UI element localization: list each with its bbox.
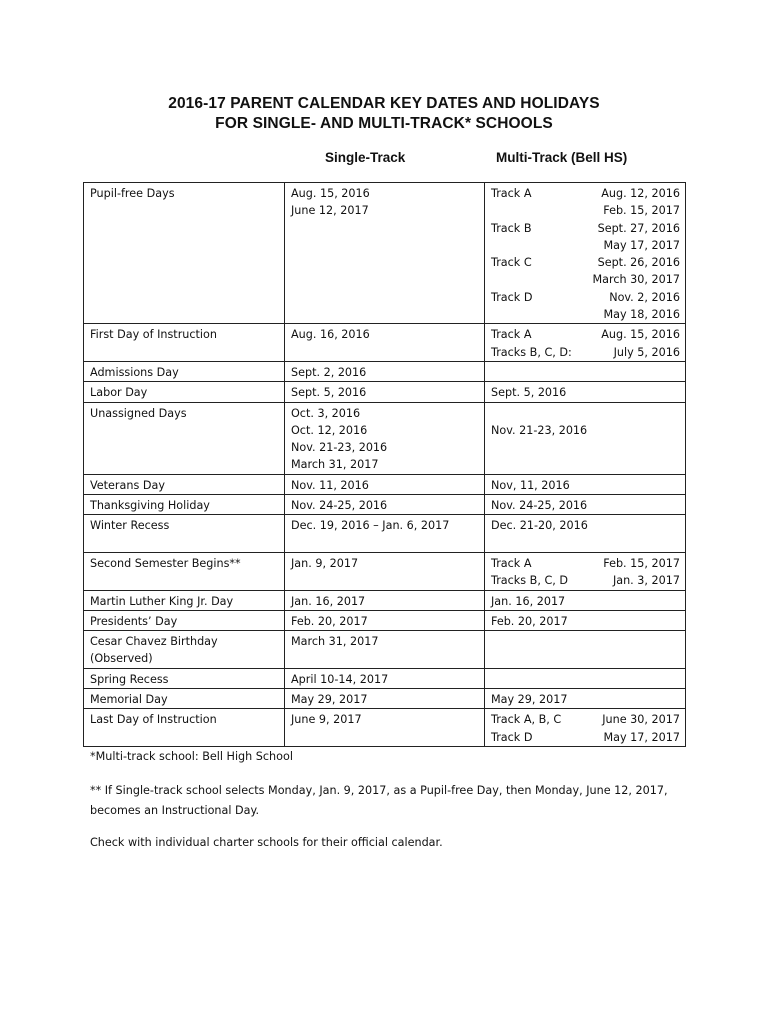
multi-track-line — [491, 711, 680, 728]
footnote-multi-track: *Multi-track school: Bell High School — [90, 750, 293, 763]
single-track-date: Jan. 16, 2017 — [291, 594, 366, 608]
event-name: Last Day of Instruction — [90, 713, 217, 727]
table-row — [84, 631, 686, 669]
multi-track-line — [491, 497, 680, 514]
event-cell — [84, 474, 285, 494]
multi-track-label: Nov, 11, 2016 — [491, 478, 570, 492]
footnote-charter: Check with individual charter schools for their official calendar. — [90, 836, 443, 849]
single-track-cell — [285, 590, 485, 610]
table-row — [84, 610, 686, 630]
multi-track-line — [491, 405, 680, 422]
single-track-date: March 31, 2017 — [291, 458, 379, 472]
multi-track-cell — [485, 590, 686, 610]
event-name: Cesar Chavez Birthday — [90, 635, 218, 649]
multi-track-cell — [485, 631, 686, 669]
multi-track-line — [491, 729, 680, 746]
multi-track-label: Track A — [491, 556, 532, 570]
table-row — [84, 495, 686, 515]
event-name: Veterans Day — [90, 478, 165, 492]
single-track-date: Nov. 21-23, 2016 — [291, 441, 388, 455]
event-cell — [84, 402, 285, 474]
single-track-date: Oct. 12, 2016 — [291, 423, 368, 437]
table-row — [84, 382, 686, 402]
multi-track-line — [491, 517, 680, 534]
multi-track-line — [491, 271, 680, 288]
event-cell — [84, 631, 285, 669]
event-name-continued: (Observed) — [90, 652, 153, 666]
event-cell — [84, 689, 285, 709]
single-track-cell — [285, 689, 485, 709]
multi-track-cell — [485, 382, 686, 402]
multi-track-label: Tracks B, C, D — [491, 574, 568, 588]
event-name: Unassigned Days — [90, 406, 187, 420]
table-row — [84, 552, 686, 590]
multi-track-line — [491, 326, 680, 343]
multi-track-date: Aug. 15, 2016 — [601, 328, 680, 342]
multi-track-cell — [485, 709, 686, 747]
multi-track-label: Track B — [491, 221, 532, 235]
multi-track-cell — [485, 183, 686, 324]
single-track-cell — [285, 324, 485, 362]
single-track-cell — [285, 361, 485, 381]
footnote-pupil-free: ** If Single-track school selects Monday, Jan. 9, 2017, as a Pupil-free Day, then Monday, June 12, 2017, becomes an Instructional Day. — [90, 784, 668, 817]
multi-track-label: Track A — [491, 328, 532, 342]
multi-track-date: Feb. 15, 2017 — [603, 204, 680, 218]
multi-track-line — [491, 237, 680, 254]
event-name: Labor Day — [90, 386, 148, 400]
multi-track-cell — [485, 361, 686, 381]
multi-track-line — [491, 344, 680, 361]
page-subtitle: FOR SINGLE- AND MULTI-TRACK* SCHOOLS — [215, 115, 553, 132]
multi-track-line — [491, 593, 680, 610]
single-track-cell — [285, 668, 485, 688]
single-track-cell — [285, 709, 485, 747]
table-row — [84, 668, 686, 688]
single-track-cell — [285, 474, 485, 494]
multi-track-date: May 18, 2016 — [603, 308, 680, 322]
event-cell — [84, 590, 285, 610]
single-track-cell — [285, 382, 485, 402]
event-name: Spring Recess — [90, 672, 169, 686]
single-track-date: March 31, 2017 — [291, 635, 379, 649]
single-track-cell — [285, 183, 485, 324]
single-track-date: Aug. 16, 2016 — [291, 328, 370, 342]
single-track-date: Nov. 24-25, 2016 — [291, 499, 388, 513]
calendar-table — [83, 182, 686, 747]
multi-track-date: Aug. 12, 2016 — [601, 187, 680, 200]
table-row — [84, 590, 686, 610]
multi-track-date: Jan. 3, 2017 — [612, 574, 680, 588]
multi-track-line — [491, 254, 680, 271]
multi-track-date: July 5, 2016 — [613, 345, 680, 359]
multi-track-line — [491, 185, 680, 202]
single-track-date: June 9, 2017 — [291, 713, 362, 727]
table-row — [84, 474, 686, 494]
event-name: Thanksgiving Holiday — [90, 499, 210, 513]
multi-track-line — [491, 555, 680, 572]
event-cell — [84, 361, 285, 381]
multi-track-date: March 30, 2017 — [592, 273, 680, 287]
multi-track-line — [491, 613, 680, 630]
single-track-date: Sept. 5, 2016 — [291, 386, 367, 400]
single-track-date: Dec. 19, 2016 – Jan. 6, 2017 — [291, 519, 450, 533]
multi-track-line — [491, 289, 680, 306]
table-row — [84, 709, 686, 747]
calendar-table-body — [84, 183, 686, 747]
event-name: Memorial Day — [90, 693, 168, 707]
multi-track-line — [491, 384, 680, 401]
single-track-cell — [285, 495, 485, 515]
event-cell — [84, 709, 285, 747]
multi-track-cell — [485, 474, 686, 494]
multi-track-label: Jan. 16, 2017 — [491, 594, 566, 608]
event-cell — [84, 382, 285, 402]
single-track-date: Nov. 11, 2016 — [291, 478, 369, 492]
multi-track-label: Track A, B, C — [491, 713, 562, 727]
multi-track-line — [491, 477, 680, 494]
table-row — [84, 689, 686, 709]
multi-track-cell — [485, 552, 686, 590]
event-cell — [84, 515, 285, 553]
single-track-date: Jan. 9, 2017 — [291, 556, 359, 570]
event-name: Pupil-free Days — [90, 187, 175, 200]
multi-track-line — [491, 422, 680, 439]
single-track-date: Oct. 3, 2016 — [291, 406, 361, 420]
multi-track-label: Feb. 20, 2017 — [491, 614, 568, 628]
table-row — [84, 361, 686, 381]
multi-track-line — [491, 691, 680, 708]
multi-track-date: June 30, 2017 — [602, 713, 680, 727]
event-name: Winter Recess — [90, 519, 170, 533]
event-cell — [84, 668, 285, 688]
single-track-date: June 12, 2017 — [291, 204, 369, 218]
event-name: Martin Luther King Jr. Day — [90, 594, 234, 608]
event-name: Presidents’ Day — [90, 614, 178, 628]
event-name: Admissions Day — [90, 365, 179, 379]
event-cell — [84, 610, 285, 630]
column-header-multi-track: Multi-Track (Bell HS) — [496, 150, 628, 165]
multi-track-date: May 17, 2017 — [603, 238, 680, 252]
multi-track-date: Feb. 15, 2017 — [603, 556, 680, 570]
single-track-cell — [285, 631, 485, 669]
multi-track-date: Sept. 27, 2016 — [597, 221, 680, 235]
column-header-single-track: Single-Track — [325, 150, 406, 165]
multi-track-cell — [485, 689, 686, 709]
multi-track-label: Sept. 5, 2016 — [491, 386, 567, 400]
multi-track-label: Track C — [491, 256, 532, 270]
single-track-date: April 10-14, 2017 — [291, 672, 389, 686]
multi-track-cell — [485, 324, 686, 362]
event-cell — [84, 552, 285, 590]
single-track-cell — [285, 515, 485, 553]
event-cell — [84, 183, 285, 324]
multi-track-label: Track D — [491, 730, 533, 744]
single-track-date: Sept. 2, 2016 — [291, 365, 367, 379]
event-name: First Day of Instruction — [90, 328, 217, 342]
table-row — [84, 515, 686, 553]
multi-track-label: May 29, 2017 — [491, 693, 568, 707]
single-track-cell — [285, 402, 485, 474]
multi-track-label: Track D — [491, 290, 533, 304]
single-track-cell — [285, 610, 485, 630]
single-track-date: Aug. 15, 2016 — [291, 187, 370, 200]
multi-track-cell — [485, 402, 686, 474]
multi-track-line — [491, 306, 680, 323]
multi-track-label: Track A — [491, 187, 532, 200]
multi-track-date: Nov. 2, 2016 — [609, 290, 680, 304]
multi-track-line — [491, 572, 680, 589]
multi-track-cell — [485, 515, 686, 553]
multi-track-line — [491, 202, 680, 219]
multi-track-label: Nov. 24-25, 2016 — [491, 499, 588, 513]
multi-track-label: Nov. 21-23, 2016 — [491, 423, 588, 437]
single-track-cell — [285, 552, 485, 590]
multi-track-cell — [485, 668, 686, 688]
table-row — [84, 183, 686, 324]
multi-track-label: Tracks B, C, D: — [491, 345, 572, 359]
multi-track-cell — [485, 495, 686, 515]
page-title: 2016-17 PARENT CALENDAR KEY DATES AND HOLIDAYS — [168, 95, 600, 112]
multi-track-date: May 17, 2017 — [603, 730, 680, 744]
single-track-date: Feb. 20, 2017 — [291, 614, 368, 628]
table-row — [84, 324, 686, 362]
multi-track-cell — [485, 610, 686, 630]
event-name: Second Semester Begins** — [90, 556, 241, 570]
single-track-date: May 29, 2017 — [291, 693, 368, 707]
multi-track-label: Dec. 21-20, 2016 — [491, 519, 588, 533]
event-cell — [84, 324, 285, 362]
event-cell — [84, 495, 285, 515]
multi-track-date: Sept. 26, 2016 — [597, 256, 680, 270]
multi-track-line — [491, 220, 680, 237]
table-row — [84, 402, 686, 474]
